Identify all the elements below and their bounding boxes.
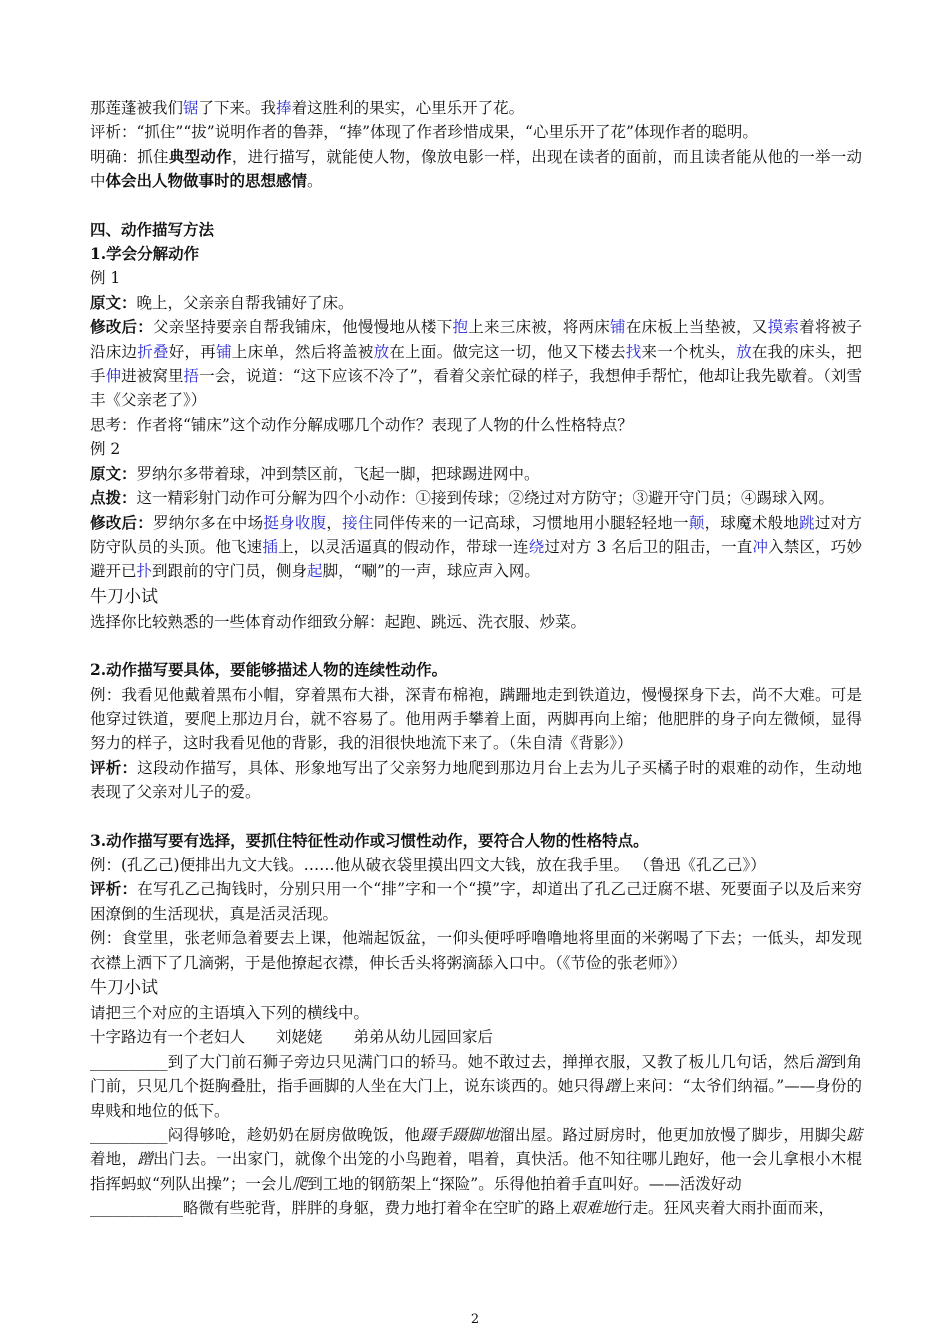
subsection-2-title: 2.动作描写要具体，要能够描述人物的连续性动作。 [90, 660, 448, 680]
section-title: 四、动作描写方法 [90, 219, 215, 239]
example-2-original: 原文：罗纳尔多带着球，冲到禁区前，飞起一脚，把球踢进网中。 [90, 463, 540, 483]
example-2-label: 例 2 [90, 440, 121, 459]
subjects-list: 十字路边有一个老妇人 刘姥姥 弟弟从幼儿园回家后 [90, 1028, 494, 1047]
subsection-2-comment: 评析：这段动作描写，具体、形象地写出了父亲努力地爬到那边月台上去为儿子买橘子时的艰难的动作，生动地表现了父亲对儿子的爱。 [90, 757, 862, 802]
answer-blank[interactable]: __________ [90, 1052, 168, 1071]
intro-comment: 评析：“抓住”“拔”说明作者的鲁莽，“捧”体现了作者珍惜成果，“心里乐开了花”体现作者的聪明。 [90, 123, 758, 142]
example-1-label: 例 1 [90, 269, 121, 288]
fill-paragraph-3: ____________略微有些驼背，胖胖的身躯，费力地打着伞在空旷的路上艰难地行走。狂风夹着大雨扑面而来， [90, 1199, 835, 1218]
example-2-tip: 点拨：这一精彩射门动作可分解为四个小动作：①接到传球；②绕过对方防守；③避开守门员；④踢球入网。 [90, 488, 835, 508]
trial-2-title: 牛刀小试 [90, 978, 158, 998]
page-number: 2 [470, 1312, 480, 1327]
intro-clarify: 明确：抓住典型动作，进行描写，就能使人物，像放电影一样，出现在读者的面前，而且读者能从他的一举一动中体会出人物做事时的思想感情。 [90, 146, 862, 191]
example-2-revised: 修改后：罗纳尔多在中场挺身收腹，接住同伴传来的一记高球，习惯地用小腿轻轻地一颠，球魔术般地跳过对方防守队员的头顶。他飞速插上，以灵活逼真的假动作，带球一连绕过对方 3 名后卫的阻击，一直冲入禁区，巧妙避开已扑到跟前的守门员，侧身起脚，“唰”的一声，球应声入网。 [90, 512, 862, 581]
trial-1-text: 选择你比较熟悉的一些体育动作细致分解：起跑、跳远、洗衣服、炒菜。 [90, 612, 587, 631]
subsection-3-example-1: 例：(孔乙己)便排出九文大钱。……他从破衣袋里摸出四文大钱，放在我手里。 （鲁迅《孔乙己》） [90, 855, 766, 874]
subsection-1-title: 1.学会分解动作 [90, 244, 200, 264]
example-1-revised: 修改后：父亲坚持要亲自帮我铺床，他慢慢地从楼下抱上来三床被，将两床铺在床板上当垫被，又摸索着将被子沿床边折叠好，再铺上床单，然后将盖被放在上面。做完这一切，他又下楼去找来一个枕头，放在我的床头，把手伸进被窝里捂一会，说道：“这下应该不冷了”，看着父亲忙碌的样子，我想伸手帮忙，他却让我先歇着。（刘雪丰《父亲老了》） [90, 317, 862, 410]
example-1-original: 原文：晚上，父亲亲自帮我铺好了床。 [90, 292, 354, 312]
subsection-3-example-2: 例：食堂里，张老师急着要去上课，他端起饭盆，一仰头便呼呼噜噜地将里面的米粥喝了下去；一低头，却发现衣襟上洒下了几滴粥，于是他撩起衣襟，伸长舌头将粥滴舔入口中。（《节俭的张老师》） [90, 929, 862, 972]
document-page [90, 96, 862, 1221]
subsection-3-comment: 评析：在写孔乙己掏钱时，分别只用一个“排”字和一个“摸”字，却道出了孔乙己迂腐不堪、死要面子以及后来穷困潦倒的生活现状，真是活灵活现。 [90, 879, 862, 923]
subsection-2-example: 例：我看见他戴着黑布小帽，穿着黑布大褂，深青布棉袍，蹒跚地走到铁道边，慢慢探身下去，尚不大难。可是他穿过铁道，要爬上那边月台，就不容易了。他用两手攀着上面，两脚再向上缩；他肥胖的身子向左微倾，显得努力的样子，这时我看见他的背影，我的泪很快地流下来了。（朱自清《背影》） [90, 685, 862, 753]
fill-paragraph-1: __________到了大门前石狮子旁边只见满门口的轿马。她不敢过去，掸掸衣服，又教了板儿几句话，然后溜到角门前，只见几个挺胸叠肚，指手画脚的人坐在大门上，说东谈西的。她只得蹭上来问：“太爷们纳福。”——身份的卑贱和地位的低下。 [90, 1052, 862, 1120]
example-1-think: 思考：作者将“铺床”这个动作分解成哪几个动作？表现了人物的什么性格特点？ [90, 415, 633, 434]
trial-2-text: 请把三个对应的主语填入下列的横线中。 [90, 1004, 370, 1022]
fill-paragraph-2: __________闷得够呛，趁奶奶在厨房做晚饭，他蹑手蹑脚地溜出屋。路过厨房时，他更加放慢了脚步，用脚尖踮着地，蹭出门去。一出家门，就像个出笼的小鸟跑着，唱着，真快活。他不知往哪儿跑好，他一会儿拿根小木棍指挥蚂蚁“列队出操”；一会儿爬到工地的钢筋架上“探险”。乐得他拍着手直叫好。——活泼好动 [90, 1126, 862, 1193]
trial-1-title: 牛刀小试 [90, 586, 158, 607]
intro-line: 那莲蓬被我们锯了下来。我捧着这胜利的果实，心里乐开了花。 [90, 99, 525, 117]
subsection-3-title: 3.动作描写要有选择，要抓住特征性动作或习惯性动作，要符合人物的性格特点。 [90, 830, 649, 850]
answer-blank[interactable]: __________ [90, 1126, 168, 1145]
answer-blank[interactable]: ____________ [90, 1199, 183, 1218]
